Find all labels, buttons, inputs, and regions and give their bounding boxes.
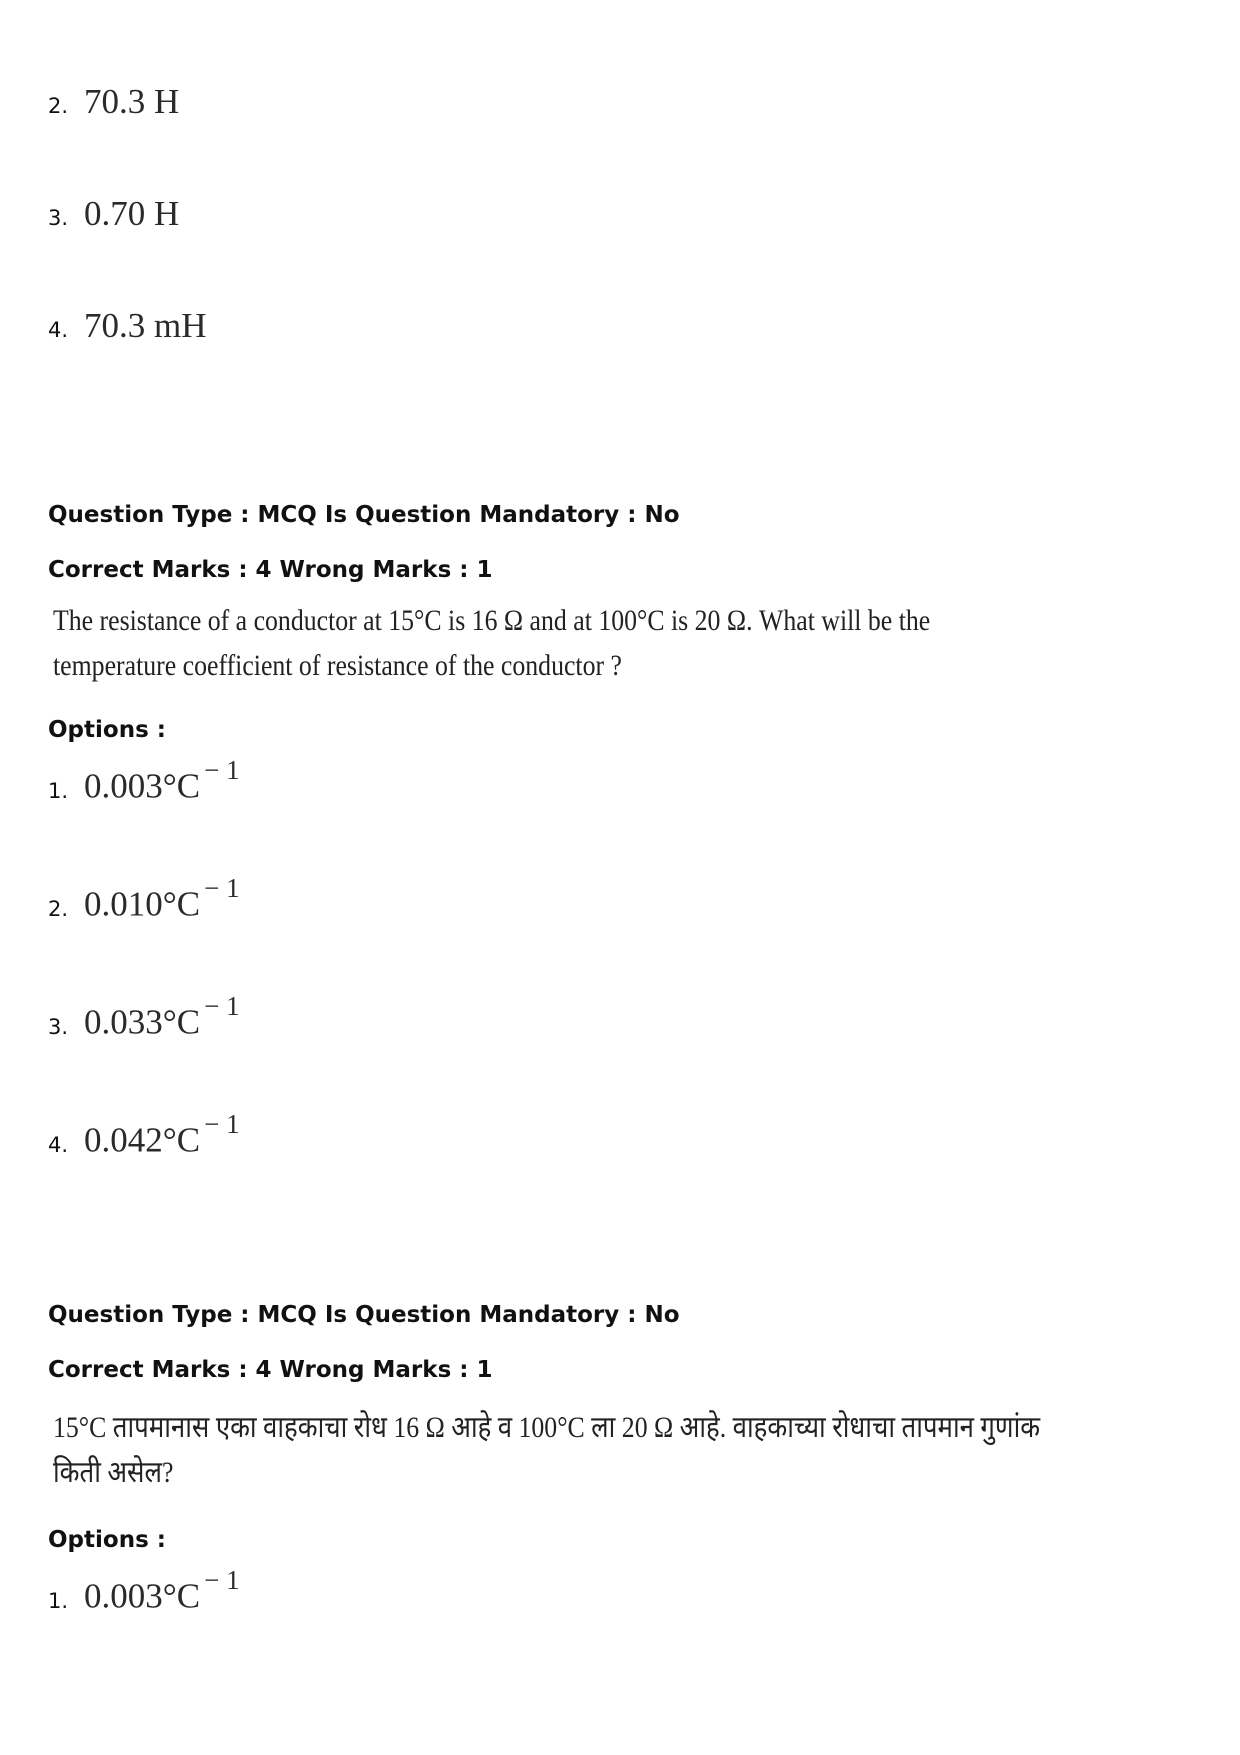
option-base: 0.003°C (84, 766, 201, 806)
option-item (48, 308, 207, 343)
option-value (84, 873, 240, 924)
option-item (48, 991, 240, 1042)
marks-line: Correct Marks : 4 Wrong Marks : 1 (48, 557, 493, 583)
option-number: 3. (48, 206, 69, 230)
option-base: 0.010°C (84, 884, 201, 924)
option-number: 3. (48, 1014, 69, 1039)
option-number: 1. (48, 1588, 69, 1613)
option-number: 4. (48, 318, 69, 342)
option-exponent: − 1 (204, 873, 240, 903)
option-base: 0.042°C (84, 1120, 201, 1160)
option-value: 70.3 H (84, 82, 180, 121)
question-type-line: Question Type : MCQ Is Question Mandatory : No (48, 1302, 680, 1328)
question-text-line: temperature coefficient of resistance of the conductor ? (53, 649, 623, 682)
option-value: 0.70 H (84, 194, 180, 233)
question-text-line: The resistance of a conductor at 15°C is 16 Ω and at 100°C is 20 Ω. What will be the (53, 604, 931, 637)
option-item (48, 755, 240, 806)
option-value (84, 1109, 240, 1160)
option-item (48, 84, 179, 119)
question-text-line: किती असेल? (53, 1456, 174, 1489)
option-exponent: − 1 (204, 755, 240, 785)
option-item (48, 196, 179, 231)
option-base: 0.033°C (84, 1002, 201, 1042)
option-number: 2. (48, 896, 69, 921)
option-number: 2. (48, 94, 69, 118)
option-base: 0.003°C (84, 1576, 201, 1616)
option-value: 70.3 mH (84, 306, 207, 345)
option-value (84, 755, 240, 806)
question-text-line: 15°C तापमानास एका वाहकाचा रोध 16 Ω आहे व 100°C ला 20 Ω आहे. वाहकाच्या रोधाचा तापमान गुणांक (53, 1411, 1041, 1444)
option-exponent: − 1 (204, 1565, 240, 1595)
option-exponent: − 1 (204, 991, 240, 1021)
option-number: 4. (48, 1132, 69, 1157)
options-label: Options : (48, 1527, 166, 1553)
option-item (48, 1565, 240, 1616)
question-text (53, 1405, 1040, 1495)
question-type-line: Question Type : MCQ Is Question Mandatory : No (48, 502, 680, 528)
option-number: 1. (48, 778, 69, 803)
option-item (48, 873, 240, 924)
option-item (48, 1109, 240, 1160)
question-text (53, 598, 930, 688)
option-value (84, 1565, 240, 1616)
option-value (84, 991, 240, 1042)
options-label: Options : (48, 717, 166, 743)
option-exponent: − 1 (204, 1109, 240, 1139)
marks-line: Correct Marks : 4 Wrong Marks : 1 (48, 1357, 493, 1383)
